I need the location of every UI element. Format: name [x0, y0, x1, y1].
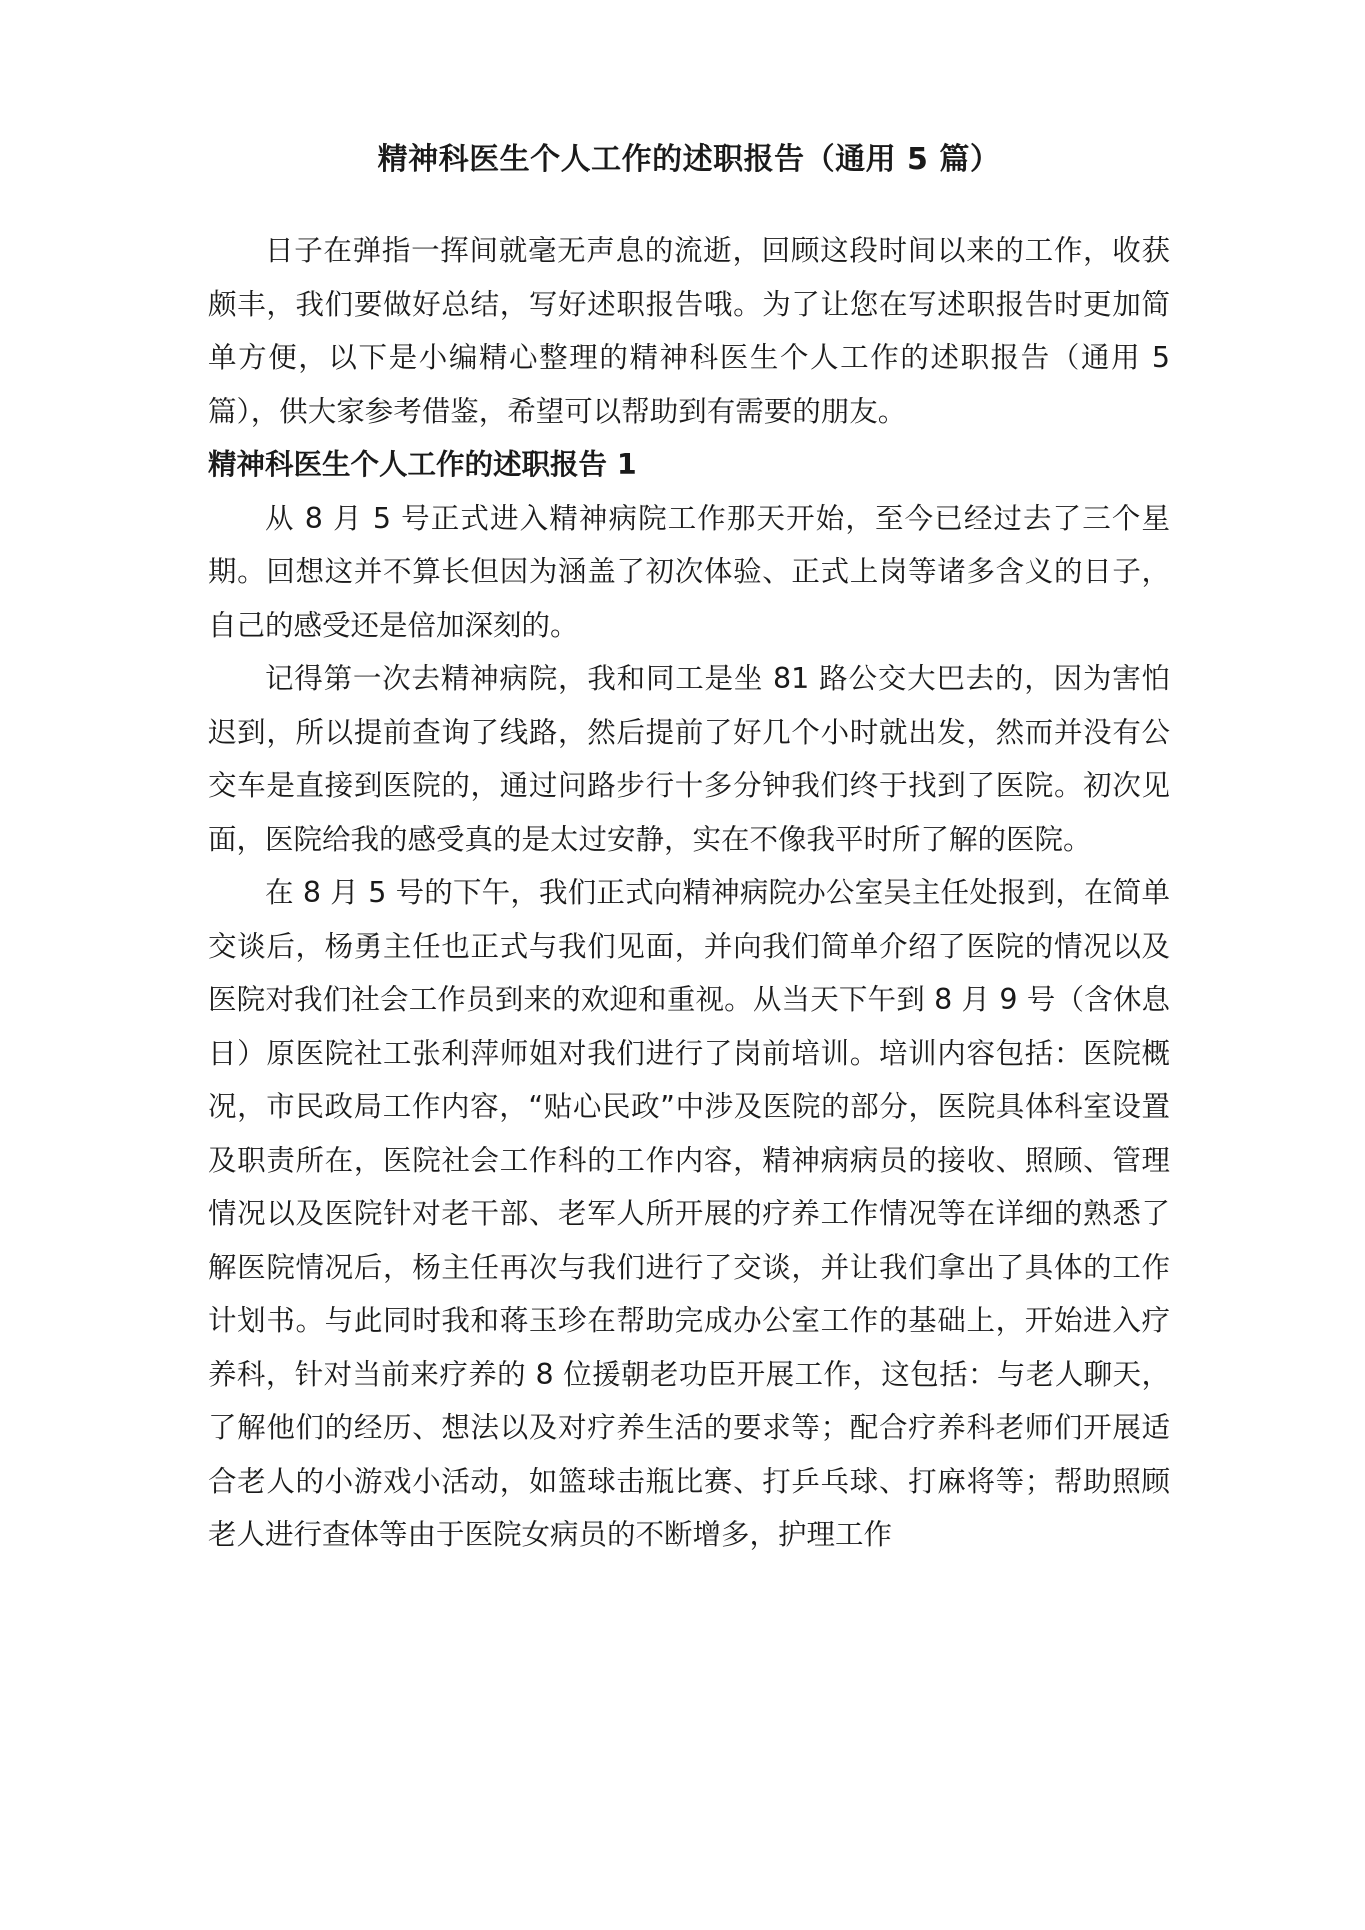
document-body: [208, 138, 1170, 1562]
intro-paragraph: 日子在弹指一挥间就毫无声息的流逝，回顾这段时间以来的工作，收获颇丰，我们要做好总结，写好述职报告哦。为了让您在写述职报告时更加简单方便，以下是小编精心整理的精神科医生个人工作的述职报告（通用 5 篇），供大家参考借鉴，希望可以帮助到有需要的朋友。: [208, 234, 1170, 428]
document-title: 精神科医生个人工作的述职报告（通用 5 篇）: [377, 142, 1001, 177]
section1-paragraph-1: 从 8 月 5 号正式进入精神病院工作那天开始，至今已经过去了三个星期。回想这并不算长但因为涵盖了初次体验、正式上岗等诸多含义的日子，自己的感受还是倍加深刻的。: [208, 501, 1170, 642]
section1-paragraph-2: 记得第一次去精神病院，我和同工是坐 81 路公交大巴去的，因为害怕迟到，所以提前查询了线路，然后提前了好几个小时就出发，然而并没有公交车是直接到医院的，通过问路步行十多分钟我们终于找到了医院。初次见面，医院给我的感受真的是太过安静，实在不像我平时所了解的医院。: [208, 662, 1170, 856]
section-heading-1: 精神科医生个人工作的述职报告 1: [208, 448, 637, 481]
section1-paragraph-3: 在 8 月 5 号的下午，我们正式向精神病院办公室吴主任处报到，在简单交谈后，杨勇主任也正式与我们见面，并向我们简单介绍了医院的情况以及医院对我们社会工作员到来的欢迎和重视。从当天下午到 8 月 9 号（含休息日）原医院社工张利萍师姐对我们进行了岗前培训。培训内容包括：医院概况，市民政局工作内容，“贴心民政”中涉及医院的部分，医院具体科室设置及职责所在，医院社会工作科的工作内容，精神病病员的接收、照顾、管理情况以及医院针对老干部、老军人所开展的疗养工作情况等在详细的熟悉了解医院情况后，杨主任再次与我们进行了交谈，并让我们拿出了具体的工作计划书。与此同时我和蒋玉珍在帮助完成办公室工作的基础上，开始进入疗养科，针对当前来疗养的 8 位援朝老功臣开展工作，这包括：与老人聊天，了解他们的经历、想法以及对疗养生活的要求等；配合疗养科老师们开展适合老人的小游戏小活动，如篮球击瓶比赛、打乒乓球、打麻将等；帮助照顾老人进行查体等由于医院女病员的不断增多，护理工作: [208, 876, 1170, 1551]
